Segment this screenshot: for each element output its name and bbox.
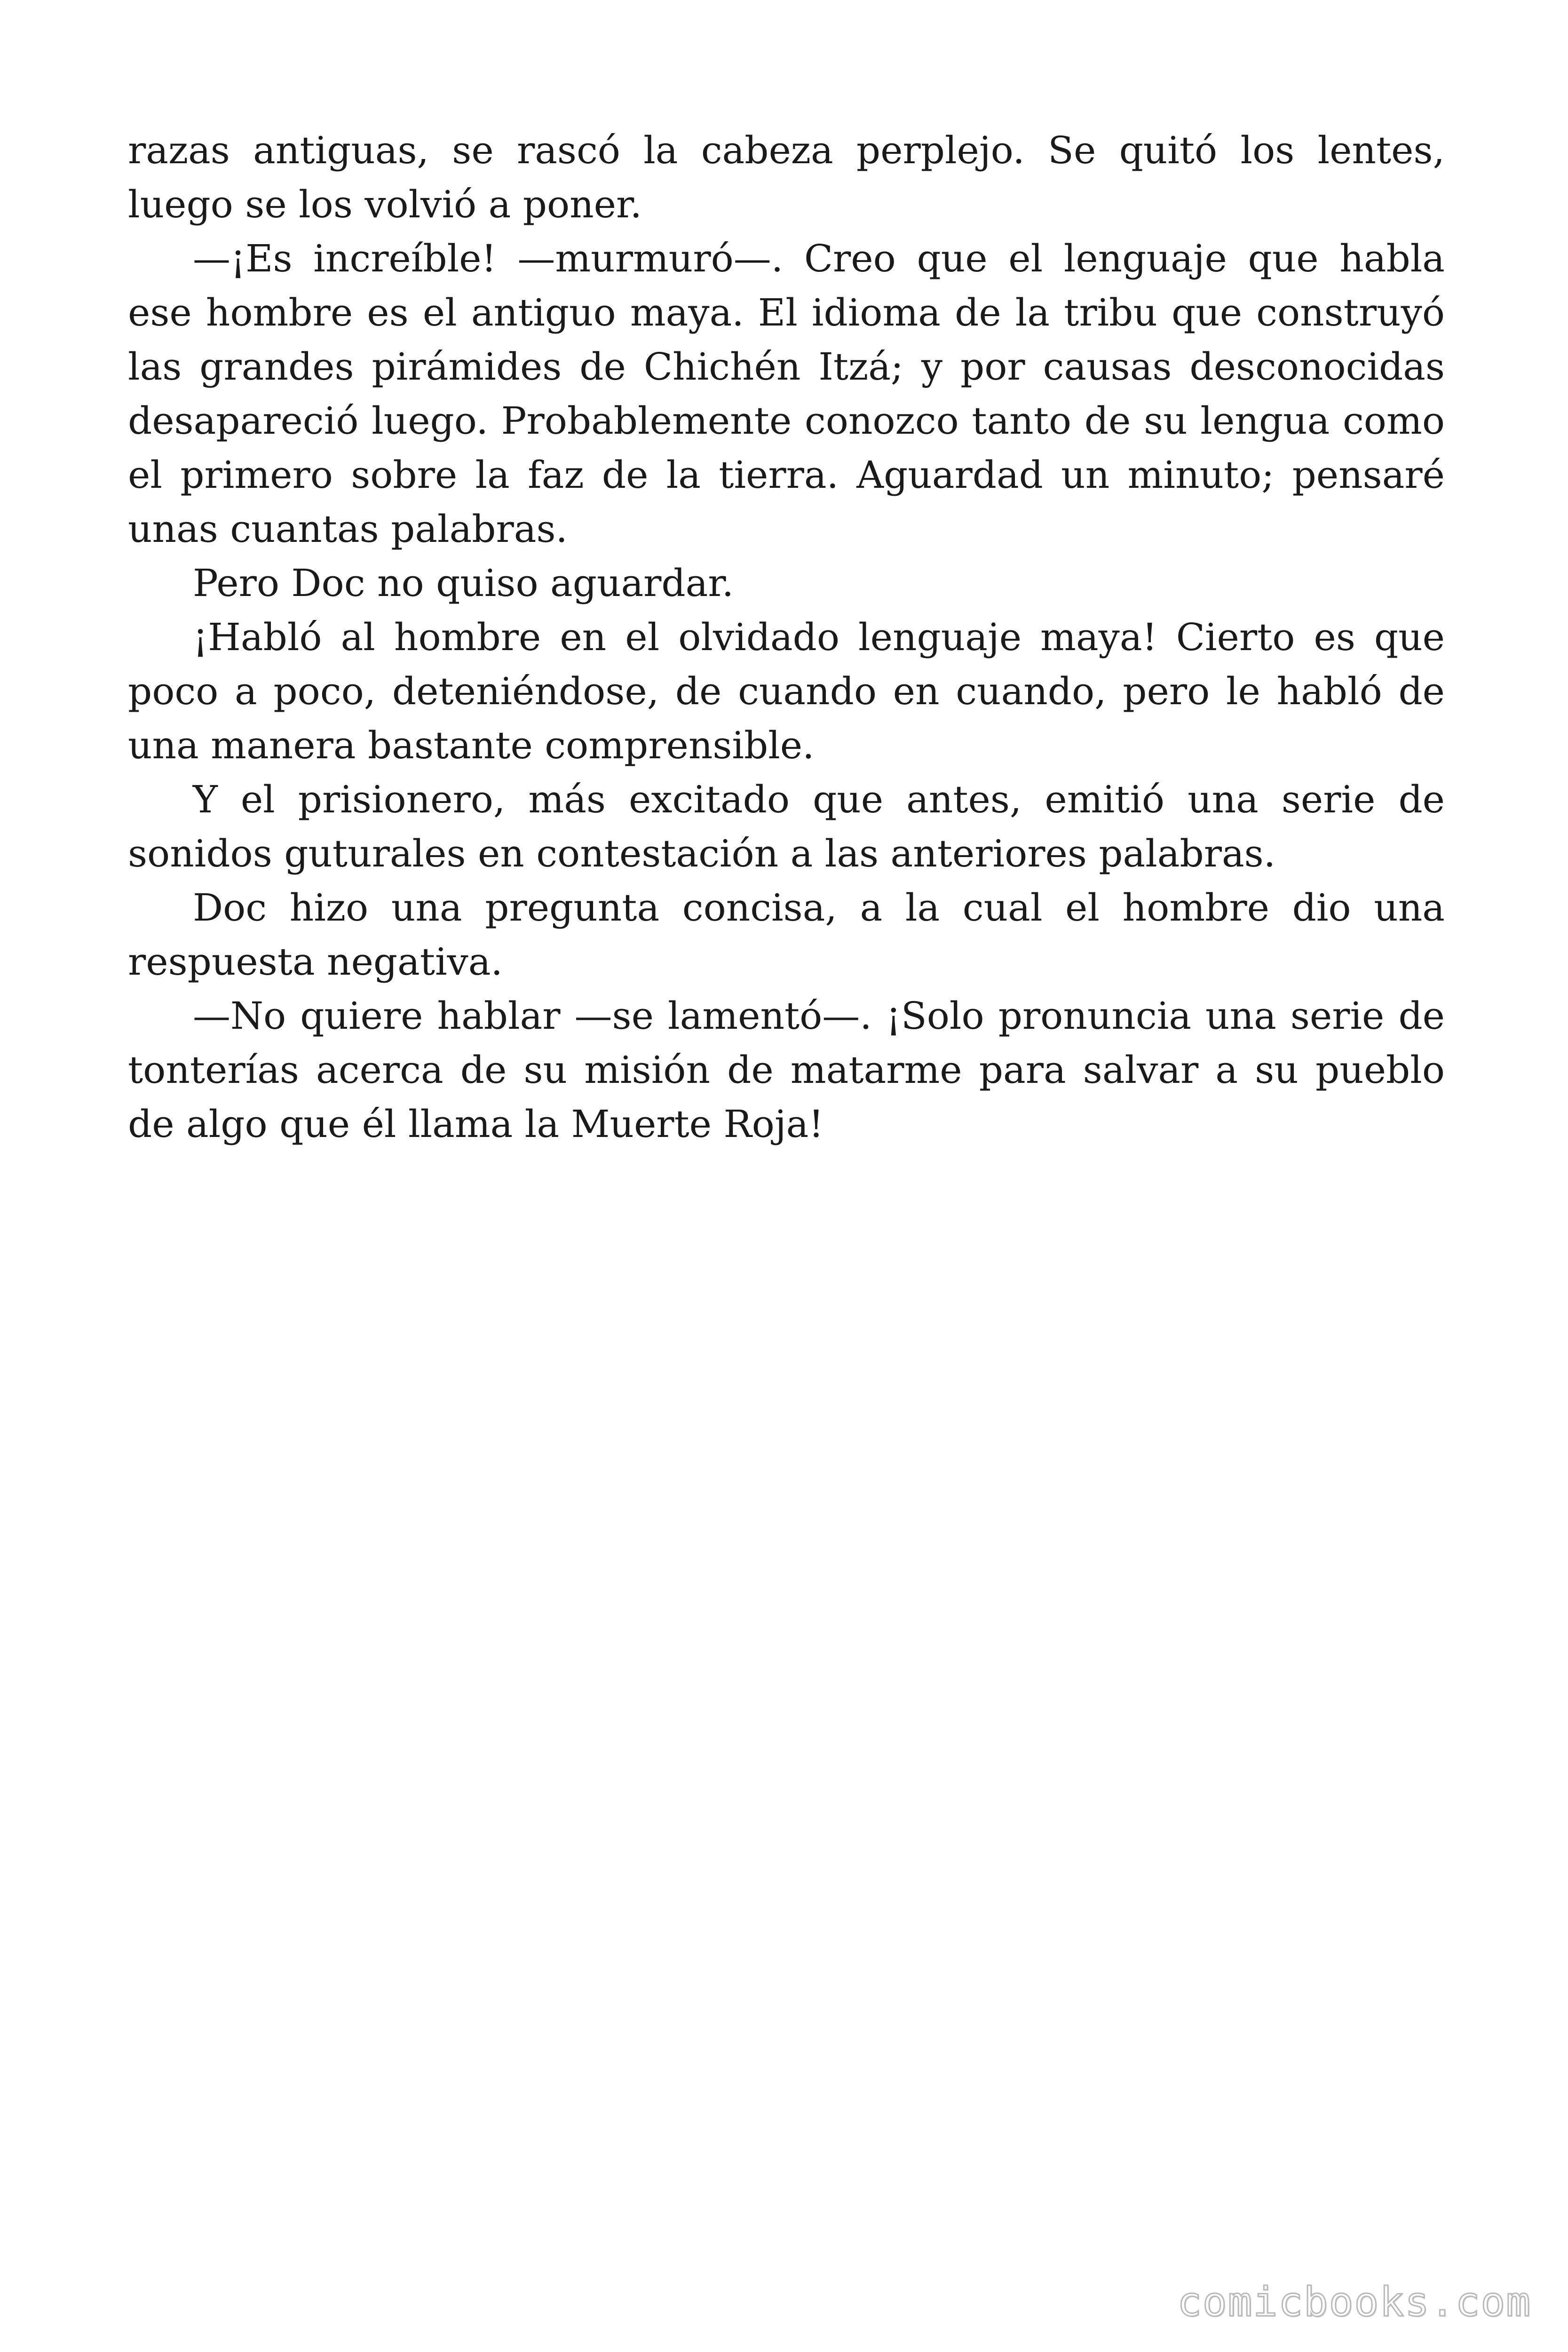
paragraph-4: ¡Habló al hombre en el olvidado lenguaje maya! Cierto es que poco a poco, deteniéndose, de cuando en cuando, pero le habló de una manera bastante comprensible. <box>128 615 1445 767</box>
paragraph-1: razas antiguas, se rascó la cabeza perplejo. Se quitó los lentes, luego se los volvió a poner. <box>128 128 1445 226</box>
paragraph-7: —No quiere hablar —se lamentó—. ¡Solo pronuncia una serie de tonterías acerca de su misión de matarme para salvar a su pueblo de algo que él llama la Muerte Roja! <box>128 994 1445 1146</box>
paragraph-2: —¡Es increíble! —murmuró—. Creo que el lenguaje que habla ese hombre es el antiguo maya. El idioma de la tribu que construyó las grandes pirámides de Chichén Itzá; y por causas desconocidas desapareció luego. Probablemente conozco tanto de su lengua como el primero sobre la faz de la tierra. Aguardad un minuto; pensaré unas cuantas palabras. <box>128 237 1445 551</box>
paragraph-6: Doc hizo una pregunta concisa, a la cual el hombre dio una respuesta negativa. <box>128 886 1445 984</box>
paragraph-3: Pero Doc no quiso aguardar. <box>193 561 734 605</box>
paragraph-5: Y el prisionero, más excitado que antes, emitió una serie de sonidos guturales en contestación a las anteriores palabras. <box>128 778 1445 875</box>
body-text <box>128 123 1445 1151</box>
watermark: comicbooks.com <box>1177 2279 1531 2326</box>
